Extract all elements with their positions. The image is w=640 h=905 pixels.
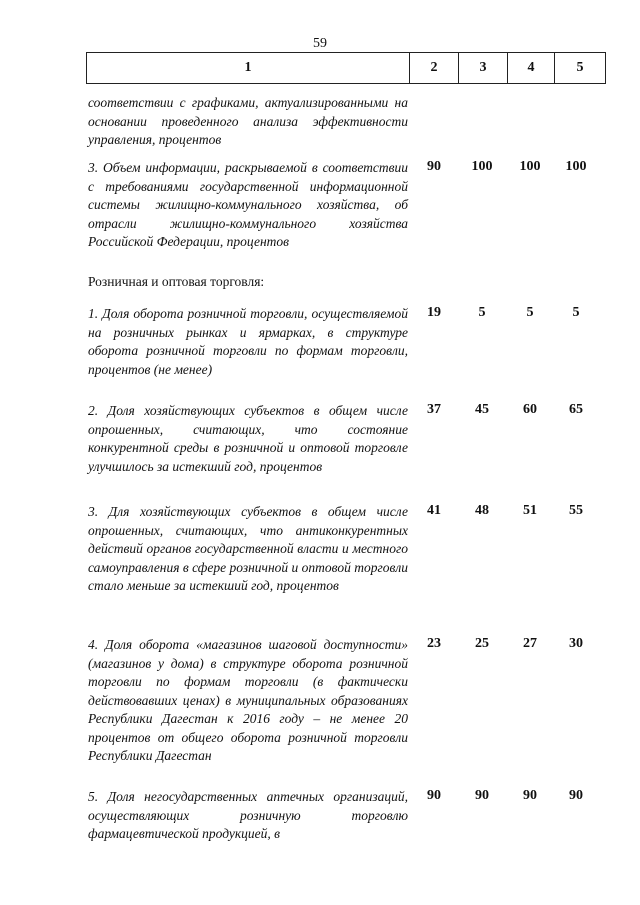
value-cell: 48: [475, 503, 489, 518]
row-values: [412, 159, 600, 179]
value-cell: 25: [475, 636, 489, 651]
value-cell: 45: [475, 402, 489, 417]
value-cell: 41: [427, 503, 441, 518]
row-values: [412, 788, 600, 808]
value-cell: 60: [523, 402, 537, 417]
indicator-text: соответствии с графиками, актуализированными на основании проведенного анализа эффективности управления, процентов: [88, 95, 408, 147]
table-header: [86, 52, 606, 84]
row-values: [412, 636, 600, 656]
value-cell: 5: [478, 305, 486, 320]
value-cell: 19: [427, 305, 441, 320]
value-cell: 100: [519, 159, 541, 174]
value-cell: 65: [569, 402, 583, 417]
value-cell: 37: [427, 402, 441, 417]
header-col-4: 4: [508, 53, 555, 84]
row-values: [412, 305, 600, 325]
value-cell: 27: [523, 636, 537, 651]
value-cell: 51: [523, 503, 537, 518]
indicator-text: 3. Для хозяйствующих субъектов в общем числе опрошенных, считающих, что антиконкурентных действий органов государственной власти и местного самоуправления в сфере розничной и оптовой торговли стало меньше за истекший год, процентов: [88, 504, 408, 593]
value-cell: 5: [526, 305, 534, 320]
page-number: 59: [313, 36, 327, 51]
value-cell: 30: [569, 636, 583, 651]
indicator-text: 4. Доля оборота «магазинов шаговой доступности» (магазинов у дома) в структуре оборота розничной торговли по формам торговли (в фактически действовавших ценах) в муниципальных образованиях Республики Дагестан к 2016 году – не менее 20 процентов от общего оборота розничной торговли Республики Дагестан: [88, 637, 408, 763]
row-values: [412, 402, 600, 422]
value-cell: 90: [523, 788, 537, 803]
indicator-text: 5. Доля негосударственных аптечных организаций, осуществляющих розничную торговлю фармацевтической продукцией, в: [88, 789, 408, 841]
header-col-3: 3: [459, 53, 508, 84]
value-cell: 5: [572, 305, 580, 320]
header-col-5: 5: [555, 53, 606, 84]
header-col-1: 1: [87, 53, 410, 84]
indicator-text: 3. Объем информации, раскрываемой в соответствии с требованиями государственной информационной системы жилищно-коммунального хозяйства, об отрасли жилищно-коммунального хозяйства Российской Федерации, процентов: [88, 160, 408, 249]
value-cell: 55: [569, 503, 583, 518]
value-cell: 100: [471, 159, 493, 174]
value-cell: 90: [427, 159, 441, 174]
value-cell: 23: [427, 636, 441, 651]
value-cell: 90: [475, 788, 489, 803]
header-col-2: 2: [410, 53, 459, 84]
value-cell: 90: [569, 788, 583, 803]
section-heading-text: Розничная и оптовая торговля:: [88, 274, 265, 289]
row-values: [412, 503, 600, 523]
indicator-text: 1. Доля оборота розничной торговли, осуществляемой на розничных рынках и ярмарках, в структуре оборота розничной торговли по формам торговли, процентов (не менее): [88, 306, 408, 377]
value-cell: 100: [565, 159, 587, 174]
indicator-text: 2. Доля хозяйствующих субъектов в общем числе опрошенных, считающих, что состояние конкурентной среды в розничной и оптовой торговле улучшилось за истекший год, процентов: [88, 403, 408, 474]
value-cell: 90: [427, 788, 441, 803]
